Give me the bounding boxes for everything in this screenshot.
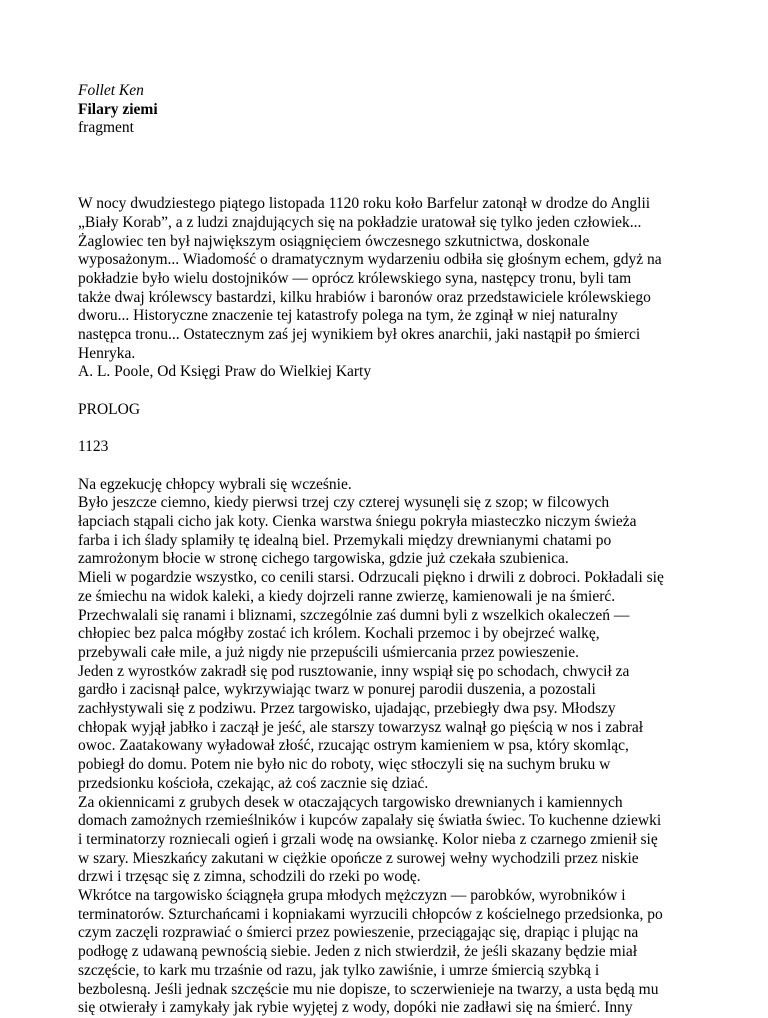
section-heading: PROLOG [78,400,141,418]
body-line: Na egzekucję chłopcy wybrali się wcześnie. [78,475,352,493]
body-line: bezbolesną. Jeśli jednak szczęście mu nie dopisze, to sczerwienieje na twarzy, a usta będą mu [78,980,659,998]
epigraph-line: „Biały Korab”, a z ludzi znajdujących się na pokładzie uratował się tylko jeden człowiek... [78,213,642,231]
body-line: się otwierały i zamykały jak rybie wyjętej z wody, dopóki nie zadławi się na śmierć. Inny [78,999,633,1017]
book-title: Filary ziemi [78,100,158,118]
epigraph-line: także dwaj królewscy bastardzi, kilku hrabiów i baronów oraz przedstawiciele królewskiego [78,288,651,306]
epigraph-line: Henryka. [78,344,136,362]
body-line: chłopiec bez palca mógłby zostać ich królem. Kochali przemoc i by obejrzeć walkę, [78,625,600,643]
spacer [78,457,698,476]
body-line: szczęście, to kark mu trzaśnie od razu, jak tylko zawiśnie, i umrze śmiercią szybką i [78,961,600,979]
section-year: 1123 [78,438,109,456]
body-line: Jeden z wyrostków zakradł się pod rusztowanie, inny wspiął się po schodach, chwycił za [78,662,630,680]
spacer [78,138,698,195]
spacer [78,382,698,401]
body-line: Mieli w pogardzie wszystko, co cenili starsi. Odrzucali piękno i drwili z dobroci. Pokładali się [78,569,664,587]
body-line: przedsionku kościoła, czekając, aż coś zacznie się dziać. [78,774,429,792]
body-line: podłogę z udawaną pewnością siebie. Jeden z nich stwierdził, że jeśli skazany będzie miał [78,943,638,961]
body-line: zamrożonym błocie w stronę cichego targowiska, gdzie już czekała szubienica. [78,550,569,568]
epigraph [78,195,698,382]
epigraph-line: następca tronu... Ostatecznym zaś jej wynikiem był okres anarchii, jaki nastąpił po śmierci [78,326,641,344]
body-line: i terminatorzy rozniecali ogień i grzali wodę na owsiankę. Kolor nieba z czarnego zmienił się [78,830,658,848]
epigraph-line: W nocy dwudziestego piątego listopada 1120 roku koło Barfelur zatonął w drodze do Anglii [78,195,651,213]
epigraph-line: wyposażonym... Wiadomość o dramatycznym wydarzeniu odbiła się głośnym echem, gdyż na [78,251,662,269]
body-line: drzwi i trzęsąc się z zimna, schodzili do rzeki po wodę. [78,868,421,886]
body-line: w szary. Mieszkańcy zakutani w ciężkie opończe z surowej wełny wychodzili przez niskie [78,849,639,867]
author-name: Follet Ken [78,82,144,99]
body-line: zachłystywali się z podziwu. Przez targowisko, ujadając, przebiegły dwa psy. Młodszy [78,700,616,718]
body-line: farba i ich ślady splamiły tę idealną biel. Przemykali między drewnianymi chatami po [78,531,612,549]
body-line: terminatorów. Szturchańcami i kopniakami wyrzucili chłopców z kościelnego przedsionka, po [78,905,663,923]
body-line: Wkrótce na targowisko ściągnęła grupa młodych mężczyzn — parobków, wyrobników i [78,887,626,905]
epigraph-line: pokładzie było wielu dostojników — oprócz królewskiego syna, następcy tronu, byli tam [78,269,632,287]
body-line: Przechwalali się ranami i bliznami, szczególnie zaś dumni byli z wszelkich okaleczeń — [78,606,630,624]
body-line: czym zaczęli rozprawiać o śmierci przez powieszenie, przeciągając się, drapiąc i plując na [78,924,639,942]
body-line: Za okiennicami z grubych desek w otaczających targowisko drewnianych i kamiennych [78,793,623,811]
subtitle: fragment [78,119,134,137]
epigraph-line: Żaglowiec ten był największym osiągnięciem ówczesnego szkutnictwa, doskonale [78,232,590,250]
body-line: Było jeszcze ciemno, kiedy pierwsi trzej czy czterej wysunęli się z szop; w filcowych [78,494,610,512]
epigraph-source: A. L. Poole, Od Księgi Praw do Wielkiej Karty [78,363,372,381]
body-line: ze śmiechu na widok kaleki, a kiedy dojrzeli ranne zwierzę, kamienowali je na śmierć. [78,587,616,605]
spacer [78,420,698,439]
body-line: domach zamożnych rzemieślników i kupców zapalały się światła świec. To kuchenne dziewki [78,812,662,830]
body-line: chłopak wyjął jabłko i zaczął je jeść, ale starszy towarzysz walnął go pięścią w nos i zabrał [78,718,644,736]
body-line: przebywali całe mile, a już nigdy nie przepuścili uśmiercania przez powieszenie. [78,643,579,661]
document-page [78,82,698,1018]
body-line: owoc. Zaatakowany wyładował złość, rzucając ostrym kamieniem w psa, który skomląc, [78,737,629,755]
body-line: gardło i zacisnął palce, wykrzywiając twarz w ponurej parodii duszenia, a pozostali [78,681,596,699]
body-line: pobiegł do domu. Potem nie było nic do roboty, więc stłoczyli się na suchym bruku w [78,756,611,774]
body-text [78,476,698,1018]
epigraph-line: dworu... Historyczne znaczenie tej katastrofy polega na tym, że zginął w niej naturalny [78,307,618,325]
body-line: łapciach stąpali cicho jak koty. Cienka warstwa śniegu pokryła miasteczko niczym świeża [78,513,637,531]
